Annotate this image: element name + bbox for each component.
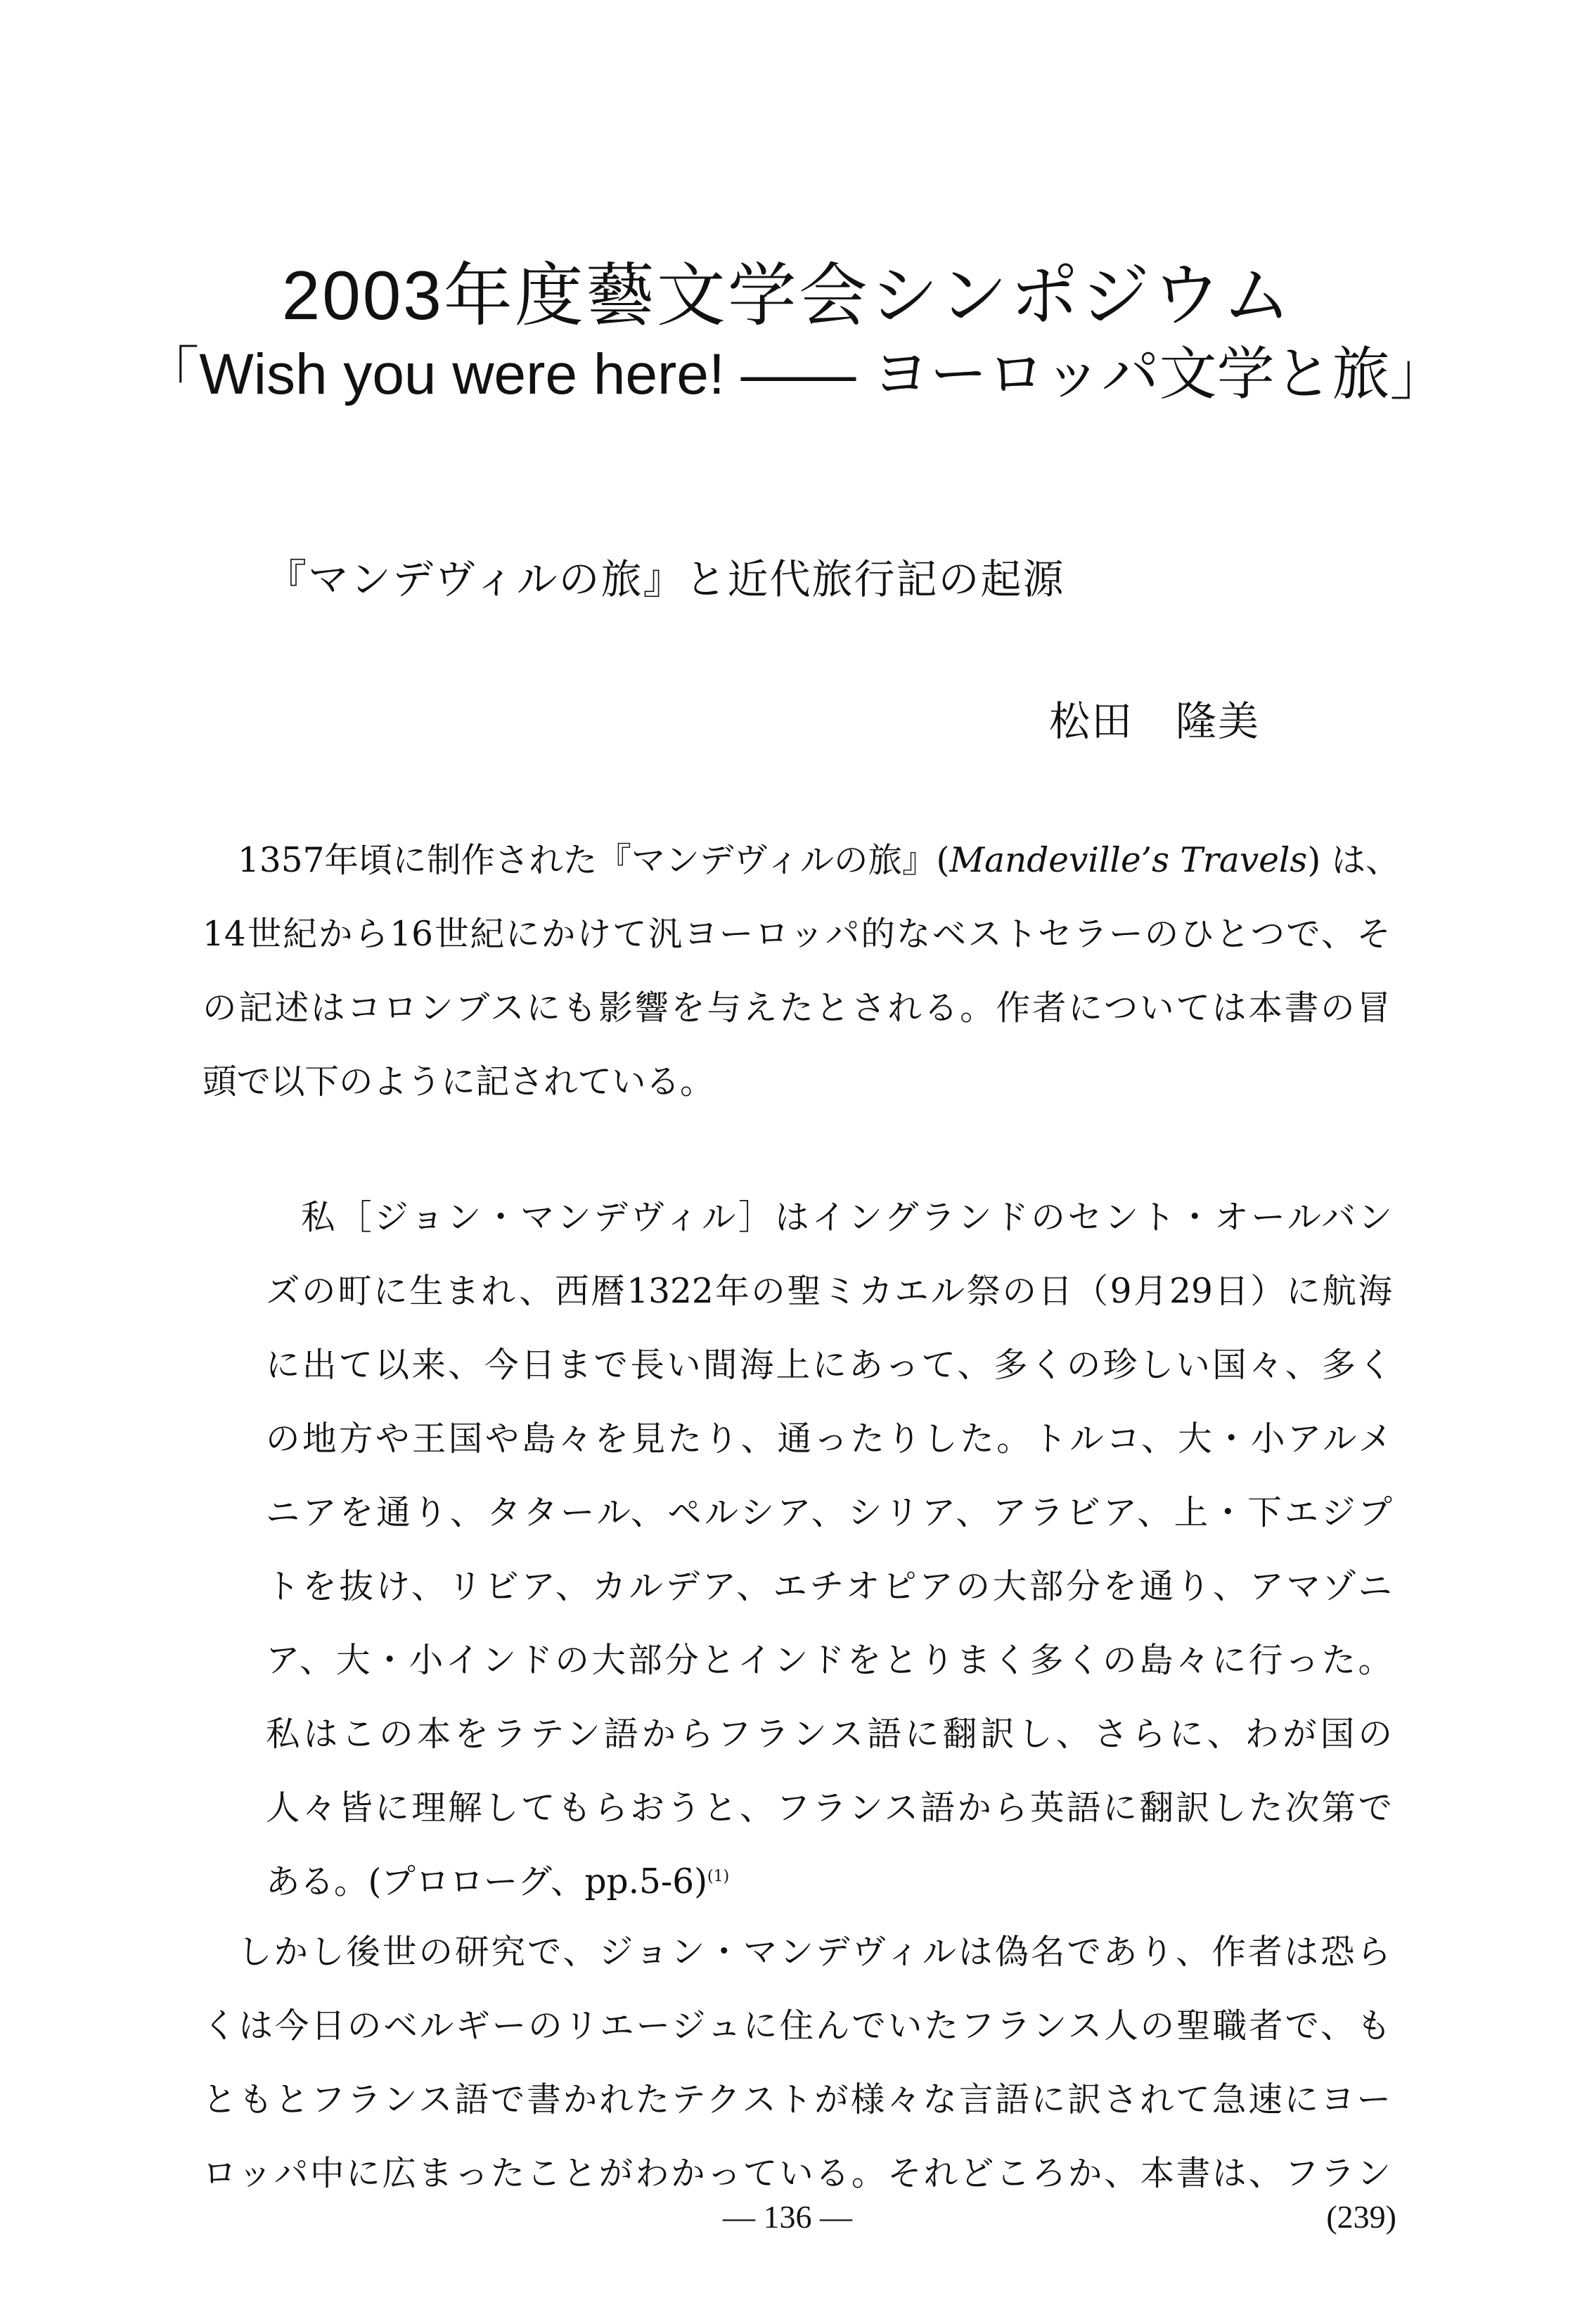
page-number: — 136 — — [723, 2199, 852, 2235]
paragraph-line: ともとフランス語で書かれたテクストが様々な言語に訳されて急速にヨー — [202, 2080, 1391, 2119]
paragraph-line — [202, 824, 1400, 898]
author-name: 松田 隆美 — [1049, 697, 1261, 745]
paragraph-line: 14世紀から16世紀にかけて汎ヨーロッパ的なベストセラーのひとつで、そ — [202, 915, 1391, 954]
text-run: ある。(プロローグ、pp.5-6) — [266, 1862, 708, 1902]
text-run: ) は、 — [1307, 841, 1400, 880]
intro-paragraph — [202, 824, 1400, 1119]
paragraph-line: の記述はコロンブスにも影響を与えたとされる。作者については本書の冒 — [202, 988, 1391, 1028]
block-quote — [266, 1181, 1392, 1919]
quote-line: の地方や王国や島々を見たり、通ったりした。トルコ、大・小アルメ — [266, 1419, 1392, 1459]
paragraph-line: しかし後世の研究で、ジョン・マンデヴィルは偽名であり、作者は恐ら — [238, 1932, 1391, 1972]
book-title-italic: Mandeville’s Travels — [949, 841, 1308, 880]
quote-line: に出て以来、今日まで長い間海上にあって、多くの珍しい国々、多く — [266, 1345, 1392, 1385]
quote-line: ニアを通り、タタール、ペルシア、シリア、アラビア、上・下エジプ — [266, 1493, 1392, 1532]
paragraph-line: ロッパ中に広まったことがわかっている。それどころか、本書は、フラン — [202, 2154, 1391, 2193]
second-paragraph — [202, 1916, 1391, 2211]
paragraph-line: くは今日のベルギーのリエージュに住んでいたフランス人の聖職者で、も — [202, 2006, 1391, 2046]
symposium-title: 2003年度藝文学会シンポジウム — [281, 257, 1294, 334]
paragraph-line: 頭で以下のように記されている。 — [202, 1062, 714, 1102]
quote-line: 私はこの本をラテン語からフランス語に翻訳し、さらに、わが国の — [266, 1715, 1392, 1754]
quote-line: ア、大・小インドの大部分とインドをとりまく多くの島々に行った。 — [266, 1641, 1392, 1680]
quote-line: ズの町に生まれ、西暦1322年の聖ミカエル祭の日（9月29日）に航海 — [266, 1272, 1392, 1311]
text-run: 1357年頃に制作された『マンデヴィルの旅』( — [238, 841, 950, 880]
quote-line — [266, 1845, 1392, 1919]
footnote-marker: (1) — [707, 1867, 730, 1885]
sequence-number: (239) — [1326, 2199, 1396, 2235]
article-title: 『マンデヴィルの旅』と近代旅行記の起源 — [266, 555, 1065, 603]
quote-line: 人々皆に理解してもらおうと、フランス語から英語に翻訳した次第で — [266, 1788, 1392, 1828]
quote-line: トを抜け、リビア、カルデア、エチオピアの大部分を通り、アマゾニ — [266, 1567, 1392, 1606]
quote-line: 私［ジョン・マンデヴィル］はイングランドのセント・オールバン — [301, 1198, 1392, 1237]
symposium-subtitle: 「Wish you were here! —— ヨーロッパ文学と旅」 — [141, 342, 1448, 406]
